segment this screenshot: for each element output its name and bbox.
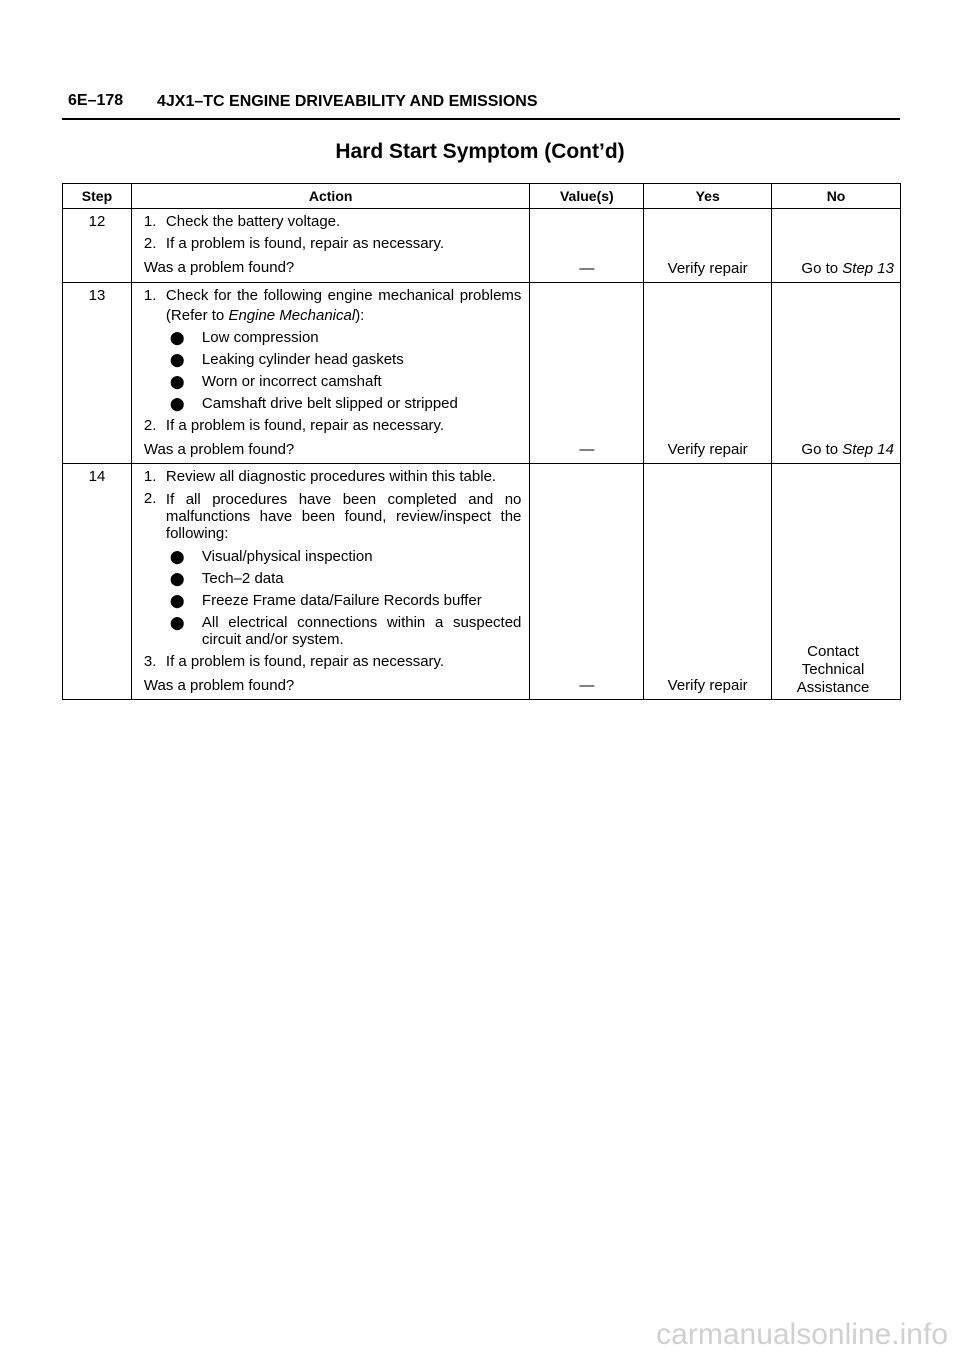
no-prefix: Go to <box>801 441 843 458</box>
item-number: 3. <box>143 653 157 670</box>
bullet-item <box>144 349 522 371</box>
no-cell <box>772 209 901 283</box>
document-title: Hard Start Symptom (Cont’d) <box>335 140 625 163</box>
action-cell <box>131 283 530 464</box>
bullet-icon: ⬤ <box>169 374 185 389</box>
bullet-icon: ⬤ <box>169 549 185 564</box>
bullet-icon: ⬤ <box>169 330 185 345</box>
bullet-icon: ⬤ <box>169 396 185 411</box>
item-text-suffix: ): <box>355 307 365 324</box>
bullet-text: Freeze Frame data/Failure Records buffer <box>201 592 482 609</box>
no-line: Contact <box>807 643 859 660</box>
no-line: Technical <box>801 661 865 678</box>
value-cell: — <box>530 209 644 283</box>
bullet-icon: ⬤ <box>169 571 185 586</box>
step-number: 13 <box>63 283 132 464</box>
bullet-item <box>144 393 522 415</box>
bullet-text: All electrical connections within a suspected circuit and/or system. <box>201 614 522 648</box>
item-number: 2. <box>143 490 157 507</box>
bullet-text: Visual/physical inspection <box>201 548 373 565</box>
item-number: 1. <box>143 287 157 304</box>
question-text: Was a problem found? <box>143 677 295 694</box>
item-number: 2. <box>143 235 157 252</box>
bullet-item <box>144 546 522 568</box>
watermark: carmanualsonline.info <box>656 1318 948 1351</box>
bullet-text: Low compression <box>201 329 319 346</box>
bullet-text: Leaking cylinder head gaskets <box>201 351 404 368</box>
list-item <box>144 233 522 255</box>
value-cell: — <box>530 464 644 700</box>
bullet-item <box>144 590 522 612</box>
action-cell <box>131 464 530 700</box>
item-text: If a problem is found, repair as necessary. <box>165 235 445 252</box>
bullet-text: Camshaft drive belt slipped or stripped <box>201 395 458 412</box>
list-item <box>144 488 522 546</box>
bullet-item <box>144 371 522 393</box>
action-cell <box>131 209 530 283</box>
column-header-values: Value(s) <box>530 184 644 209</box>
question-text: Was a problem found? <box>143 441 295 458</box>
table-row <box>63 209 901 283</box>
yes-cell: Verify repair <box>644 283 772 464</box>
value-cell: — <box>530 283 644 464</box>
item-text <box>166 286 522 326</box>
list-item <box>144 651 522 673</box>
diagnostic-table <box>62 183 901 700</box>
column-header-yes: Yes <box>644 184 772 209</box>
yes-cell: Verify repair <box>644 464 772 700</box>
no-prefix: Go to <box>801 260 843 277</box>
bullet-text: Worn or incorrect camshaft <box>201 373 382 390</box>
reference-link[interactable]: Engine Mechanical <box>228 307 356 324</box>
list-item <box>144 466 522 488</box>
list-item <box>144 211 522 233</box>
item-text: If a problem is found, repair as necessary. <box>165 653 445 670</box>
list-item <box>144 415 522 437</box>
column-header-no: No <box>772 184 901 209</box>
step-reference-link[interactable]: Step 13 <box>842 260 894 277</box>
table-header-row <box>63 184 901 209</box>
no-cell <box>772 283 901 464</box>
item-text: If a problem is found, repair as necessary. <box>165 417 445 434</box>
bullet-item <box>144 568 522 590</box>
section-title: 4JX1–TC ENGINE DRIVEABILITY AND EMISSIONS <box>157 93 538 110</box>
step-number: 12 <box>63 209 132 283</box>
item-text: Review all diagnostic procedures within this table. <box>165 468 497 485</box>
step-reference-link[interactable]: Step 14 <box>842 441 894 458</box>
no-cell <box>772 464 901 700</box>
no-line: Assistance <box>796 679 870 696</box>
item-number: 1. <box>143 213 157 230</box>
item-text: If all procedures have been completed and no malfunctions have been found, review/inspect the following: <box>165 491 522 542</box>
table-row <box>63 464 901 700</box>
bullet-item <box>144 612 522 651</box>
list-item <box>144 285 522 327</box>
item-text: Check the battery voltage. <box>165 213 341 230</box>
page-header <box>62 88 900 120</box>
column-header-action: Action <box>131 184 530 209</box>
yes-cell: Verify repair <box>644 209 772 283</box>
bullet-item <box>144 327 522 349</box>
item-number: 2. <box>143 417 157 434</box>
bullet-text: Tech–2 data <box>201 570 284 587</box>
column-header-step: Step <box>63 184 132 209</box>
item-number: 1. <box>143 468 157 485</box>
page-number: 6E–178 <box>68 92 124 109</box>
bullet-icon: ⬤ <box>169 352 185 367</box>
bullet-icon: ⬤ <box>169 615 185 630</box>
bullet-icon: ⬤ <box>169 593 185 608</box>
item-text-main: Check for the following engine mechanical problems (Refer to <box>165 287 522 324</box>
question-text: Was a problem found? <box>143 259 295 276</box>
step-number: 14 <box>63 464 132 700</box>
table-row <box>63 283 901 464</box>
